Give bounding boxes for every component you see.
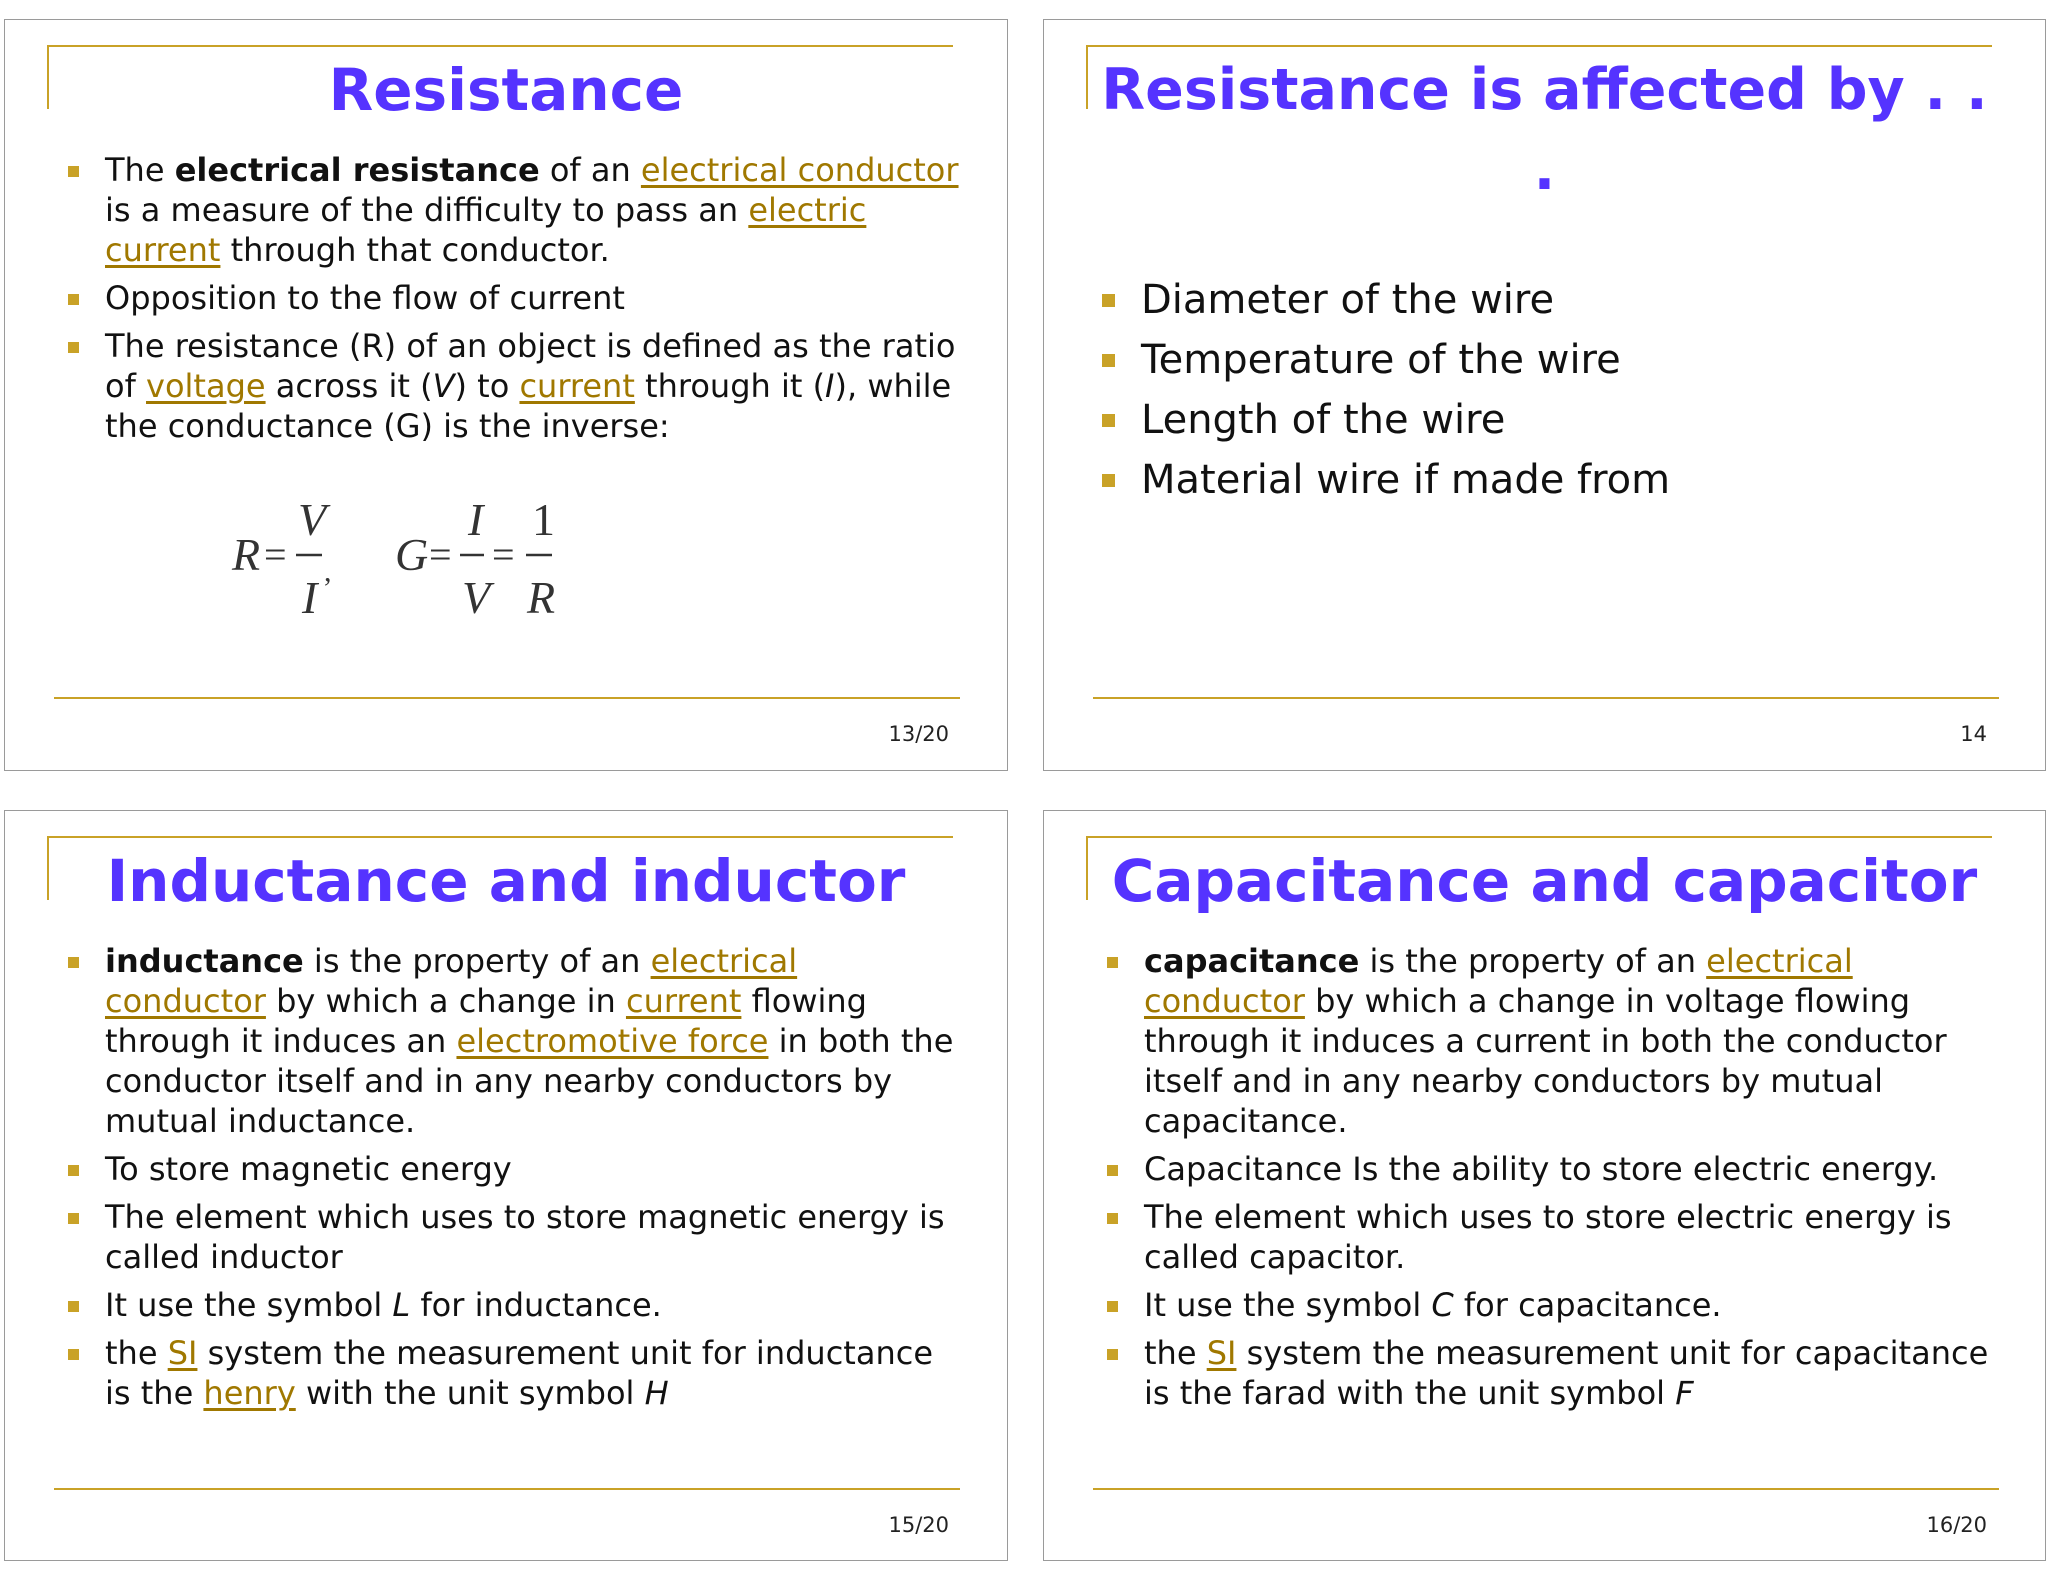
link-electrical-conductor[interactable]: electrical conductor	[105, 942, 798, 1020]
bullet-item: Opposition to the flow of current	[65, 278, 967, 318]
slide-title: Resistance	[328, 56, 684, 124]
bullet-square-icon	[1102, 414, 1115, 427]
bullet-square-icon	[68, 1349, 79, 1360]
link-electromotive-force[interactable]: electromotive force	[456, 1022, 769, 1060]
page-number: 16/20	[1926, 1513, 1987, 1537]
bullet-item: capacitance is the property of an electrical conductor by which a change in voltage flowing through it induces a current in both the conductor itself and in any nearby conductors by mutual capacitance.	[1104, 941, 2005, 1141]
svg-text:=: =	[264, 532, 287, 577]
slide-resistance	[4, 19, 1008, 771]
bullet-item: To store magnetic energy	[65, 1149, 967, 1189]
svg-text:=: =	[429, 532, 452, 577]
bullet-list	[65, 941, 967, 1421]
svg-text:I: I	[468, 494, 484, 545]
formula-G: G	[395, 529, 429, 580]
bullet-square-icon	[1107, 957, 1118, 968]
link-si[interactable]: SI	[1206, 1334, 1237, 1372]
bullet-item: the SI system the measurement unit for inductance is the henry with the unit symbol H	[65, 1333, 967, 1413]
slide-resistance-affected	[1043, 19, 2046, 771]
bullet-item: inductance is the property of an electrical conductor by which a change in current flowing through it induces an electromotive force in both the conductor itself and in any nearby conductors by mutual inductance.	[65, 941, 967, 1141]
bullet-item: The element which uses to store magnetic energy is called inductor	[65, 1197, 967, 1277]
page-number: 13/20	[888, 722, 949, 746]
slide-title: Resistance is affected by . . .	[1101, 57, 1988, 203]
bullet-item: Diameter of the wire	[1099, 270, 2005, 330]
link-voltage[interactable]: voltage	[146, 367, 266, 405]
bullet-item: It use the symbol L for inductance.	[65, 1285, 967, 1325]
bullet-list	[1099, 270, 2005, 510]
link-henry[interactable]: henry	[203, 1374, 296, 1412]
bullet-item: Temperature of the wire	[1099, 330, 2005, 390]
bullet-square-icon	[1102, 474, 1115, 487]
svg-text:V: V	[298, 494, 327, 545]
page-number: 14	[1960, 722, 1987, 746]
slide-title: Inductance and inductor	[106, 847, 906, 915]
bullet-item: The element which uses to store electric energy is called capacitor.	[1104, 1197, 2005, 1277]
bullet-item: the SI system the measurement unit for capacitance is the farad with the unit symbol F	[1104, 1333, 2005, 1413]
svg-text:1: 1	[532, 494, 555, 545]
bullet-square-icon	[1107, 1165, 1118, 1176]
link-current[interactable]: current	[519, 367, 635, 405]
footer-rule	[1093, 1488, 1999, 1490]
title-rule	[1086, 45, 1992, 47]
bullet-square-icon	[68, 294, 79, 305]
bullet-square-icon	[68, 1301, 79, 1312]
formula-R: R	[232, 529, 261, 580]
svg-text:=: =	[492, 532, 515, 577]
slide-capacitance	[1043, 810, 2046, 1561]
footer-rule	[1093, 697, 1999, 699]
resistance-formula	[230, 485, 560, 625]
footer-rule	[54, 697, 960, 699]
link-current[interactable]: current	[625, 982, 742, 1020]
bullet-square-icon	[68, 166, 79, 177]
bullet-square-icon	[1102, 294, 1115, 307]
title-rule	[1086, 836, 1992, 838]
svg-text:I: I	[302, 572, 318, 623]
bullet-square-icon	[1102, 354, 1115, 367]
title-rule	[47, 836, 953, 838]
bullet-item: The electrical resistance of an electrical conductor is a measure of the difficulty to pass an electric current through that conductor.	[65, 150, 967, 270]
bullet-square-icon	[68, 342, 79, 353]
footer-rule	[54, 1488, 960, 1490]
page-number: 15/20	[888, 1513, 949, 1537]
link-electric-current[interactable]: electric current	[105, 191, 867, 269]
bullet-list	[1104, 941, 2005, 1421]
bullet-item: Material wire if made from	[1099, 450, 2005, 510]
bullet-square-icon	[1107, 1213, 1118, 1224]
svg-text:R: R	[527, 572, 556, 623]
title-rule	[47, 45, 953, 47]
link-electrical-conductor[interactable]: electrical conductor	[640, 151, 959, 189]
bullet-list	[65, 150, 967, 454]
bullet-square-icon	[68, 957, 79, 968]
bullet-square-icon	[1107, 1301, 1118, 1312]
bullet-item: The resistance (R) of an object is defined as the ratio of voltage across it (V) to current through it (I), while the conductance (G) is the inverse:	[65, 326, 967, 446]
svg-text:V: V	[462, 572, 491, 623]
slide-title: Capacitance and capacitor	[1111, 847, 1978, 915]
bullet-square-icon	[1107, 1349, 1118, 1360]
bullet-square-icon	[68, 1213, 79, 1224]
svg-text:,: ,	[324, 555, 332, 588]
slide-inductance	[4, 810, 1008, 1561]
link-si[interactable]: SI	[167, 1334, 198, 1372]
link-electrical-conductor[interactable]: electrical conductor	[1144, 942, 1853, 1020]
bullet-item: Length of the wire	[1099, 390, 2005, 450]
bullet-square-icon	[68, 1165, 79, 1176]
bullet-item: It use the symbol C for capacitance.	[1104, 1285, 2005, 1325]
bullet-item: Capacitance Is the ability to store electric energy.	[1104, 1149, 2005, 1189]
